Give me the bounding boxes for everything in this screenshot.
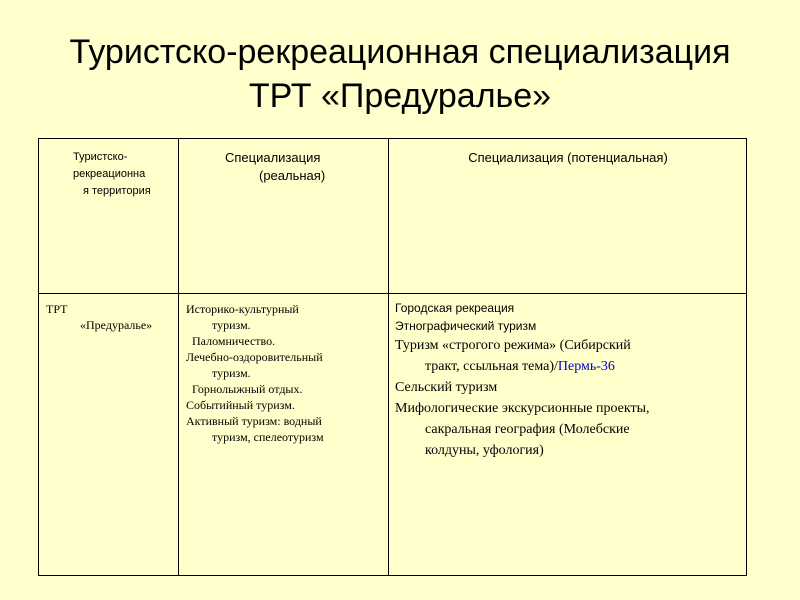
cell-real-line: Паломничество. — [192, 334, 276, 348]
cell-real-line: Лечебно-оздоровительный — [186, 350, 323, 364]
perm-36-link[interactable]: Пермь-36 — [557, 359, 615, 374]
header-real-line: Специализация — [225, 150, 321, 165]
potential-urban: Городская рекреация — [395, 301, 515, 315]
potential-strict-cont — [395, 356, 745, 377]
cell-real-line: туризм, спелеотуризм — [212, 430, 324, 444]
table-divider — [178, 139, 179, 575]
potential-strict-text: тракт, ссыльная тема)/ — [425, 359, 558, 374]
header-potential: Специализация (потенциальная) — [468, 150, 668, 165]
cell-potential — [395, 299, 745, 461]
cell-real-line: туризм. — [212, 318, 251, 332]
cell-real — [186, 301, 386, 445]
header-territory — [65, 149, 175, 200]
cell-territory — [46, 301, 174, 333]
page-title — [0, 30, 800, 118]
title-line-2: ТРТ «Предуралье» — [248, 77, 552, 115]
cell-territory-line: ТРТ — [46, 302, 68, 316]
specialization-table — [38, 138, 747, 576]
potential-rural: Сельский туризм — [395, 380, 498, 395]
cell-real-line: Историко-культурный — [186, 302, 299, 316]
potential-strict: Туризм «строгого режима» (Сибирский — [395, 338, 631, 353]
cell-real-line: туризм. — [212, 366, 251, 380]
header-territory-line: Туристско- — [73, 151, 128, 163]
header-real — [225, 149, 385, 185]
potential-myth-cont: колдуны, уфология) — [425, 443, 544, 458]
header-real-line: (реальная) — [259, 168, 326, 183]
header-territory-line: я территория — [83, 185, 151, 197]
cell-real-line: Активный туризм: водный — [186, 414, 322, 428]
header-territory-line: рекреационна — [73, 168, 146, 180]
cell-real-line: Горнолыжный отдых. — [192, 382, 303, 396]
table-divider — [39, 293, 746, 294]
potential-myth-cont: сакральная география (Молебские — [425, 422, 630, 437]
potential-myth: Мифологические экскурсионные проекты, — [395, 401, 650, 416]
potential-ethno: Этнографический туризм — [395, 319, 537, 333]
table-divider — [388, 139, 389, 575]
cell-territory-line: «Предуралье» — [80, 318, 153, 332]
cell-real-line: Событийный туризм. — [186, 398, 295, 412]
title-line-1: Туристско-рекреационная специализация — [69, 33, 731, 71]
